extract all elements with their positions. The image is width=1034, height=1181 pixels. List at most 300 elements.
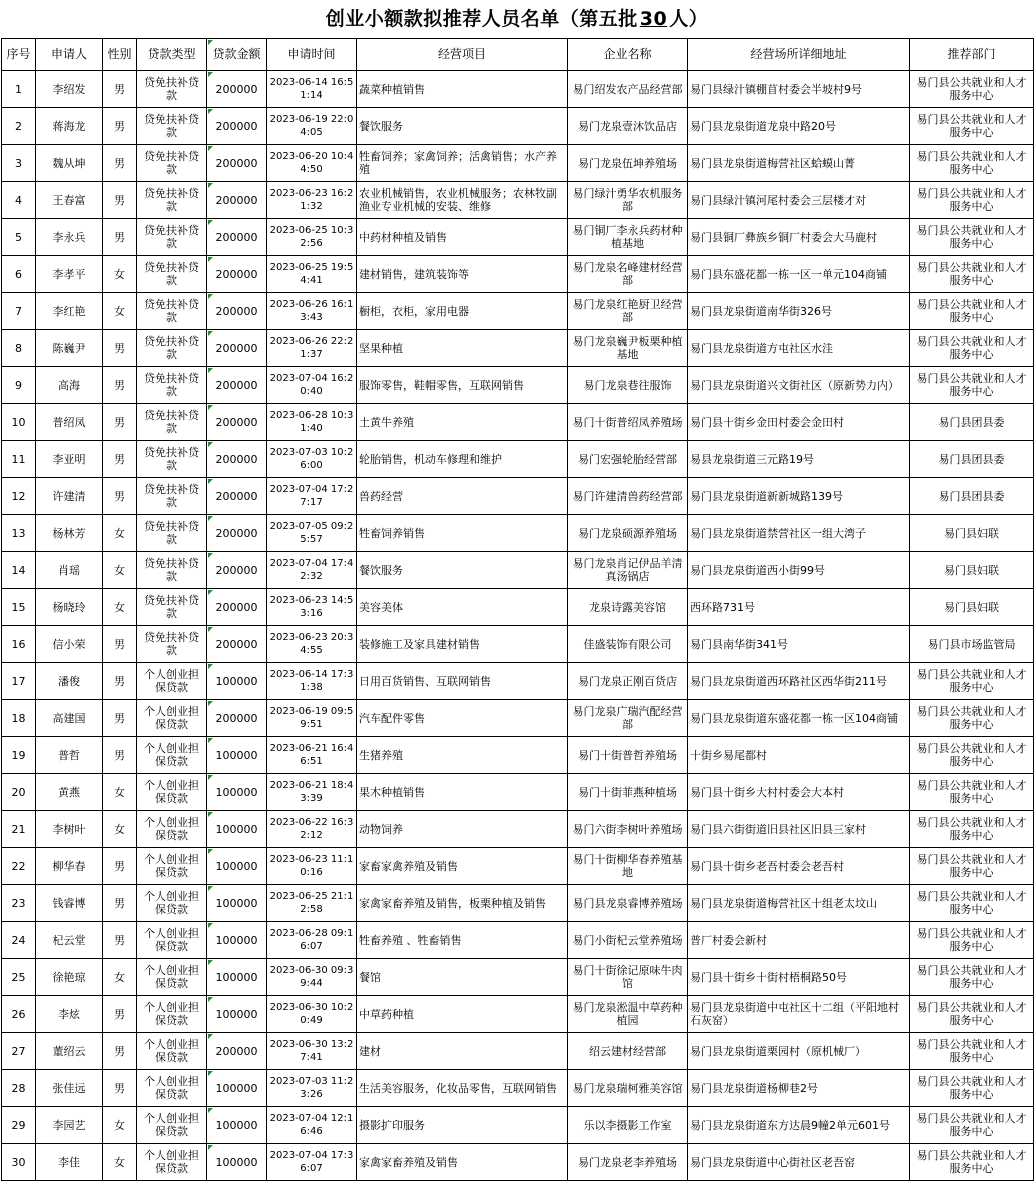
cell-business[interactable] xyxy=(357,219,568,256)
cell-applicant[interactable] xyxy=(36,700,103,737)
cell-index[interactable] xyxy=(2,145,36,182)
cell-index[interactable] xyxy=(2,182,36,219)
cell-loan-amount[interactable] xyxy=(207,404,267,441)
cell-gender[interactable] xyxy=(103,108,137,145)
cell-company[interactable] xyxy=(568,700,688,737)
cell-company[interactable] xyxy=(568,885,688,922)
cell-loan-type[interactable] xyxy=(137,885,207,922)
cell-index[interactable] xyxy=(2,478,36,515)
cell-loan-amount[interactable] xyxy=(207,108,267,145)
cell-loan-amount[interactable] xyxy=(207,1107,267,1144)
cell-company[interactable] xyxy=(568,811,688,848)
cell-loan-amount[interactable] xyxy=(207,589,267,626)
cell-loan-type[interactable] xyxy=(137,959,207,996)
cell-applicant[interactable] xyxy=(36,219,103,256)
cell-loan-amount[interactable] xyxy=(207,811,267,848)
cell-index[interactable] xyxy=(2,515,36,552)
cell-applicant[interactable] xyxy=(36,441,103,478)
cell-loan-type[interactable] xyxy=(137,330,207,367)
cell-address[interactable] xyxy=(688,1144,910,1181)
cell-loan-amount[interactable] xyxy=(207,626,267,663)
cell-applicant[interactable] xyxy=(36,182,103,219)
cell-loan-type[interactable] xyxy=(137,1033,207,1070)
cell-company[interactable] xyxy=(568,737,688,774)
cell-applicant[interactable] xyxy=(36,1144,103,1181)
cell-business[interactable] xyxy=(357,293,568,330)
cell-department[interactable] xyxy=(910,885,1034,922)
cell-gender[interactable] xyxy=(103,182,137,219)
cell-department[interactable] xyxy=(910,293,1034,330)
cell-apply-time[interactable] xyxy=(267,959,357,996)
cell-business[interactable] xyxy=(357,145,568,182)
cell-business[interactable] xyxy=(357,663,568,700)
cell-apply-time[interactable] xyxy=(267,293,357,330)
cell-loan-amount[interactable] xyxy=(207,959,267,996)
cell-apply-time[interactable] xyxy=(267,589,357,626)
cell-gender[interactable] xyxy=(103,219,137,256)
cell-company[interactable] xyxy=(568,182,688,219)
cell-address[interactable] xyxy=(688,885,910,922)
cell-loan-type[interactable] xyxy=(137,626,207,663)
cell-loan-amount[interactable] xyxy=(207,219,267,256)
cell-company[interactable] xyxy=(568,848,688,885)
cell-gender[interactable] xyxy=(103,774,137,811)
cell-loan-type[interactable] xyxy=(137,848,207,885)
cell-loan-amount[interactable] xyxy=(207,330,267,367)
cell-department[interactable] xyxy=(910,404,1034,441)
cell-gender[interactable] xyxy=(103,515,137,552)
cell-apply-time[interactable] xyxy=(267,774,357,811)
cell-loan-type[interactable] xyxy=(137,589,207,626)
cell-company[interactable] xyxy=(568,404,688,441)
cell-apply-time[interactable] xyxy=(267,367,357,404)
cell-apply-time[interactable] xyxy=(267,1107,357,1144)
cell-gender[interactable] xyxy=(103,1070,137,1107)
cell-gender[interactable] xyxy=(103,71,137,108)
cell-business[interactable] xyxy=(357,1070,568,1107)
cell-apply-time[interactable] xyxy=(267,71,357,108)
cell-applicant[interactable] xyxy=(36,108,103,145)
cell-apply-time[interactable] xyxy=(267,552,357,589)
cell-address[interactable] xyxy=(688,774,910,811)
cell-gender[interactable] xyxy=(103,552,137,589)
cell-company[interactable] xyxy=(568,145,688,182)
cell-index[interactable] xyxy=(2,848,36,885)
cell-loan-type[interactable] xyxy=(137,811,207,848)
cell-department[interactable] xyxy=(910,330,1034,367)
cell-business[interactable] xyxy=(357,367,568,404)
cell-loan-amount[interactable] xyxy=(207,737,267,774)
cell-department[interactable] xyxy=(910,367,1034,404)
cell-address[interactable] xyxy=(688,330,910,367)
cell-address[interactable] xyxy=(688,515,910,552)
cell-index[interactable] xyxy=(2,811,36,848)
cell-gender[interactable] xyxy=(103,145,137,182)
cell-loan-type[interactable] xyxy=(137,700,207,737)
cell-address[interactable] xyxy=(688,996,910,1033)
cell-loan-type[interactable] xyxy=(137,515,207,552)
cell-index[interactable] xyxy=(2,367,36,404)
cell-gender[interactable] xyxy=(103,811,137,848)
cell-company[interactable] xyxy=(568,71,688,108)
cell-department[interactable] xyxy=(910,71,1034,108)
cell-apply-time[interactable] xyxy=(267,256,357,293)
cell-address[interactable] xyxy=(688,1033,910,1070)
cell-gender[interactable] xyxy=(103,1144,137,1181)
cell-index[interactable] xyxy=(2,922,36,959)
cell-applicant[interactable] xyxy=(36,959,103,996)
cell-index[interactable] xyxy=(2,1033,36,1070)
cell-address[interactable] xyxy=(688,737,910,774)
cell-apply-time[interactable] xyxy=(267,700,357,737)
cell-gender[interactable] xyxy=(103,256,137,293)
cell-apply-time[interactable] xyxy=(267,811,357,848)
cell-address[interactable] xyxy=(688,478,910,515)
cell-applicant[interactable] xyxy=(36,663,103,700)
cell-apply-time[interactable] xyxy=(267,515,357,552)
cell-department[interactable] xyxy=(910,478,1034,515)
cell-business[interactable] xyxy=(357,737,568,774)
cell-company[interactable] xyxy=(568,959,688,996)
cell-department[interactable] xyxy=(910,811,1034,848)
cell-business[interactable] xyxy=(357,589,568,626)
cell-business[interactable] xyxy=(357,441,568,478)
cell-company[interactable] xyxy=(568,626,688,663)
cell-address[interactable] xyxy=(688,589,910,626)
cell-department[interactable] xyxy=(910,1033,1034,1070)
cell-loan-amount[interactable] xyxy=(207,441,267,478)
cell-department[interactable] xyxy=(910,441,1034,478)
cell-gender[interactable] xyxy=(103,626,137,663)
cell-index[interactable] xyxy=(2,552,36,589)
cell-address[interactable] xyxy=(688,626,910,663)
cell-index[interactable] xyxy=(2,774,36,811)
cell-applicant[interactable] xyxy=(36,1033,103,1070)
cell-loan-amount[interactable] xyxy=(207,1033,267,1070)
cell-loan-type[interactable] xyxy=(137,1144,207,1181)
cell-business[interactable] xyxy=(357,885,568,922)
cell-loan-amount[interactable] xyxy=(207,515,267,552)
cell-company[interactable] xyxy=(568,478,688,515)
cell-loan-amount[interactable] xyxy=(207,71,267,108)
cell-company[interactable] xyxy=(568,108,688,145)
cell-index[interactable] xyxy=(2,885,36,922)
cell-gender[interactable] xyxy=(103,330,137,367)
cell-apply-time[interactable] xyxy=(267,626,357,663)
cell-apply-time[interactable] xyxy=(267,885,357,922)
cell-gender[interactable] xyxy=(103,441,137,478)
cell-business[interactable] xyxy=(357,626,568,663)
cell-loan-amount[interactable] xyxy=(207,848,267,885)
cell-company[interactable] xyxy=(568,922,688,959)
cell-index[interactable] xyxy=(2,108,36,145)
cell-company[interactable] xyxy=(568,367,688,404)
cell-business[interactable] xyxy=(357,404,568,441)
cell-address[interactable] xyxy=(688,182,910,219)
cell-gender[interactable] xyxy=(103,1033,137,1070)
cell-business[interactable] xyxy=(357,811,568,848)
cell-loan-type[interactable] xyxy=(137,145,207,182)
cell-index[interactable] xyxy=(2,219,36,256)
cell-address[interactable] xyxy=(688,293,910,330)
cell-company[interactable] xyxy=(568,1107,688,1144)
cell-applicant[interactable] xyxy=(36,848,103,885)
cell-business[interactable] xyxy=(357,1107,568,1144)
cell-applicant[interactable] xyxy=(36,996,103,1033)
cell-gender[interactable] xyxy=(103,367,137,404)
cell-loan-amount[interactable] xyxy=(207,552,267,589)
cell-loan-amount[interactable] xyxy=(207,700,267,737)
cell-company[interactable] xyxy=(568,1144,688,1181)
cell-apply-time[interactable] xyxy=(267,922,357,959)
cell-apply-time[interactable] xyxy=(267,478,357,515)
cell-address[interactable] xyxy=(688,811,910,848)
cell-company[interactable] xyxy=(568,330,688,367)
cell-index[interactable] xyxy=(2,663,36,700)
cell-apply-time[interactable] xyxy=(267,848,357,885)
cell-address[interactable] xyxy=(688,848,910,885)
cell-loan-amount[interactable] xyxy=(207,367,267,404)
cell-department[interactable] xyxy=(910,774,1034,811)
cell-apply-time[interactable] xyxy=(267,1033,357,1070)
cell-applicant[interactable] xyxy=(36,811,103,848)
cell-applicant[interactable] xyxy=(36,774,103,811)
cell-department[interactable] xyxy=(910,515,1034,552)
cell-business[interactable] xyxy=(357,1144,568,1181)
cell-address[interactable] xyxy=(688,959,910,996)
cell-loan-type[interactable] xyxy=(137,1070,207,1107)
cell-loan-type[interactable] xyxy=(137,663,207,700)
cell-business[interactable] xyxy=(357,1033,568,1070)
cell-business[interactable] xyxy=(357,515,568,552)
cell-applicant[interactable] xyxy=(36,367,103,404)
cell-department[interactable] xyxy=(910,589,1034,626)
cell-business[interactable] xyxy=(357,330,568,367)
cell-gender[interactable] xyxy=(103,848,137,885)
cell-loan-type[interactable] xyxy=(137,108,207,145)
cell-gender[interactable] xyxy=(103,885,137,922)
cell-applicant[interactable] xyxy=(36,293,103,330)
cell-apply-time[interactable] xyxy=(267,108,357,145)
cell-loan-type[interactable] xyxy=(137,552,207,589)
cell-department[interactable] xyxy=(910,1070,1034,1107)
cell-applicant[interactable] xyxy=(36,256,103,293)
cell-loan-type[interactable] xyxy=(137,367,207,404)
cell-loan-amount[interactable] xyxy=(207,256,267,293)
cell-business[interactable] xyxy=(357,108,568,145)
cell-index[interactable] xyxy=(2,700,36,737)
cell-loan-type[interactable] xyxy=(137,71,207,108)
cell-loan-type[interactable] xyxy=(137,293,207,330)
cell-index[interactable] xyxy=(2,330,36,367)
cell-index[interactable] xyxy=(2,737,36,774)
cell-business[interactable] xyxy=(357,848,568,885)
cell-company[interactable] xyxy=(568,441,688,478)
cell-loan-type[interactable] xyxy=(137,1107,207,1144)
cell-index[interactable] xyxy=(2,996,36,1033)
cell-apply-time[interactable] xyxy=(267,219,357,256)
cell-loan-amount[interactable] xyxy=(207,663,267,700)
cell-loan-type[interactable] xyxy=(137,478,207,515)
cell-loan-type[interactable] xyxy=(137,774,207,811)
cell-apply-time[interactable] xyxy=(267,404,357,441)
cell-index[interactable] xyxy=(2,1107,36,1144)
cell-company[interactable] xyxy=(568,219,688,256)
cell-applicant[interactable] xyxy=(36,589,103,626)
cell-loan-amount[interactable] xyxy=(207,922,267,959)
cell-address[interactable] xyxy=(688,1107,910,1144)
cell-company[interactable] xyxy=(568,552,688,589)
cell-company[interactable] xyxy=(568,774,688,811)
cell-company[interactable] xyxy=(568,589,688,626)
cell-department[interactable] xyxy=(910,256,1034,293)
cell-applicant[interactable] xyxy=(36,626,103,663)
cell-business[interactable] xyxy=(357,774,568,811)
cell-applicant[interactable] xyxy=(36,478,103,515)
cell-address[interactable] xyxy=(688,404,910,441)
cell-apply-time[interactable] xyxy=(267,145,357,182)
cell-company[interactable] xyxy=(568,1070,688,1107)
cell-address[interactable] xyxy=(688,552,910,589)
cell-index[interactable] xyxy=(2,589,36,626)
cell-index[interactable] xyxy=(2,626,36,663)
cell-business[interactable] xyxy=(357,182,568,219)
cell-department[interactable] xyxy=(910,848,1034,885)
cell-applicant[interactable] xyxy=(36,922,103,959)
cell-address[interactable] xyxy=(688,219,910,256)
cell-department[interactable] xyxy=(910,663,1034,700)
cell-address[interactable] xyxy=(688,108,910,145)
cell-index[interactable] xyxy=(2,1070,36,1107)
cell-applicant[interactable] xyxy=(36,1107,103,1144)
cell-loan-type[interactable] xyxy=(137,441,207,478)
cell-business[interactable] xyxy=(357,996,568,1033)
cell-loan-amount[interactable] xyxy=(207,478,267,515)
cell-gender[interactable] xyxy=(103,737,137,774)
cell-loan-type[interactable] xyxy=(137,996,207,1033)
cell-gender[interactable] xyxy=(103,293,137,330)
cell-department[interactable] xyxy=(910,1144,1034,1181)
cell-loan-type[interactable] xyxy=(137,256,207,293)
cell-department[interactable] xyxy=(910,996,1034,1033)
cell-loan-type[interactable] xyxy=(137,219,207,256)
cell-apply-time[interactable] xyxy=(267,663,357,700)
cell-applicant[interactable] xyxy=(36,737,103,774)
cell-address[interactable] xyxy=(688,663,910,700)
cell-loan-amount[interactable] xyxy=(207,996,267,1033)
cell-apply-time[interactable] xyxy=(267,330,357,367)
cell-apply-time[interactable] xyxy=(267,996,357,1033)
cell-address[interactable] xyxy=(688,71,910,108)
cell-department[interactable] xyxy=(910,700,1034,737)
cell-loan-amount[interactable] xyxy=(207,182,267,219)
cell-loan-type[interactable] xyxy=(137,182,207,219)
cell-address[interactable] xyxy=(688,367,910,404)
cell-applicant[interactable] xyxy=(36,885,103,922)
cell-apply-time[interactable] xyxy=(267,1144,357,1181)
cell-gender[interactable] xyxy=(103,478,137,515)
cell-loan-type[interactable] xyxy=(137,922,207,959)
cell-company[interactable] xyxy=(568,996,688,1033)
cell-applicant[interactable] xyxy=(36,515,103,552)
cell-apply-time[interactable] xyxy=(267,182,357,219)
cell-company[interactable] xyxy=(568,663,688,700)
cell-gender[interactable] xyxy=(103,404,137,441)
cell-company[interactable] xyxy=(568,293,688,330)
cell-apply-time[interactable] xyxy=(267,1070,357,1107)
cell-department[interactable] xyxy=(910,145,1034,182)
cell-company[interactable] xyxy=(568,515,688,552)
cell-address[interactable] xyxy=(688,441,910,478)
cell-applicant[interactable] xyxy=(36,552,103,589)
cell-index[interactable] xyxy=(2,959,36,996)
cell-index[interactable] xyxy=(2,404,36,441)
cell-loan-amount[interactable] xyxy=(207,293,267,330)
cell-address[interactable] xyxy=(688,1070,910,1107)
cell-gender[interactable] xyxy=(103,1107,137,1144)
cell-index[interactable] xyxy=(2,293,36,330)
cell-gender[interactable] xyxy=(103,700,137,737)
cell-index[interactable] xyxy=(2,256,36,293)
cell-address[interactable] xyxy=(688,700,910,737)
cell-loan-amount[interactable] xyxy=(207,1144,267,1181)
cell-index[interactable] xyxy=(2,71,36,108)
cell-company[interactable] xyxy=(568,256,688,293)
cell-index[interactable] xyxy=(2,1144,36,1181)
cell-gender[interactable] xyxy=(103,589,137,626)
cell-loan-amount[interactable] xyxy=(207,1070,267,1107)
cell-loan-amount[interactable] xyxy=(207,774,267,811)
cell-applicant[interactable] xyxy=(36,71,103,108)
cell-address[interactable] xyxy=(688,256,910,293)
cell-index[interactable] xyxy=(2,441,36,478)
cell-department[interactable] xyxy=(910,959,1034,996)
cell-department[interactable] xyxy=(910,737,1034,774)
cell-company[interactable] xyxy=(568,1033,688,1070)
cell-gender[interactable] xyxy=(103,959,137,996)
cell-business[interactable] xyxy=(357,922,568,959)
cell-business[interactable] xyxy=(357,552,568,589)
cell-applicant[interactable] xyxy=(36,330,103,367)
cell-department[interactable] xyxy=(910,922,1034,959)
cell-business[interactable] xyxy=(357,256,568,293)
cell-department[interactable] xyxy=(910,182,1034,219)
cell-department[interactable] xyxy=(910,552,1034,589)
cell-department[interactable] xyxy=(910,1107,1034,1144)
cell-department[interactable] xyxy=(910,219,1034,256)
cell-applicant[interactable] xyxy=(36,1070,103,1107)
cell-loan-amount[interactable] xyxy=(207,885,267,922)
cell-department[interactable] xyxy=(910,626,1034,663)
cell-business[interactable] xyxy=(357,71,568,108)
cell-address[interactable] xyxy=(688,145,910,182)
cell-loan-type[interactable] xyxy=(137,737,207,774)
cell-address[interactable] xyxy=(688,922,910,959)
cell-gender[interactable] xyxy=(103,922,137,959)
cell-department[interactable] xyxy=(910,108,1034,145)
cell-business[interactable] xyxy=(357,478,568,515)
cell-business[interactable] xyxy=(357,700,568,737)
cell-applicant[interactable] xyxy=(36,404,103,441)
cell-applicant[interactable] xyxy=(36,145,103,182)
cell-loan-amount[interactable] xyxy=(207,145,267,182)
cell-gender[interactable] xyxy=(103,663,137,700)
cell-apply-time[interactable] xyxy=(267,441,357,478)
cell-gender[interactable] xyxy=(103,996,137,1033)
cell-apply-time[interactable] xyxy=(267,737,357,774)
cell-business[interactable] xyxy=(357,959,568,996)
cell-loan-type[interactable] xyxy=(137,404,207,441)
